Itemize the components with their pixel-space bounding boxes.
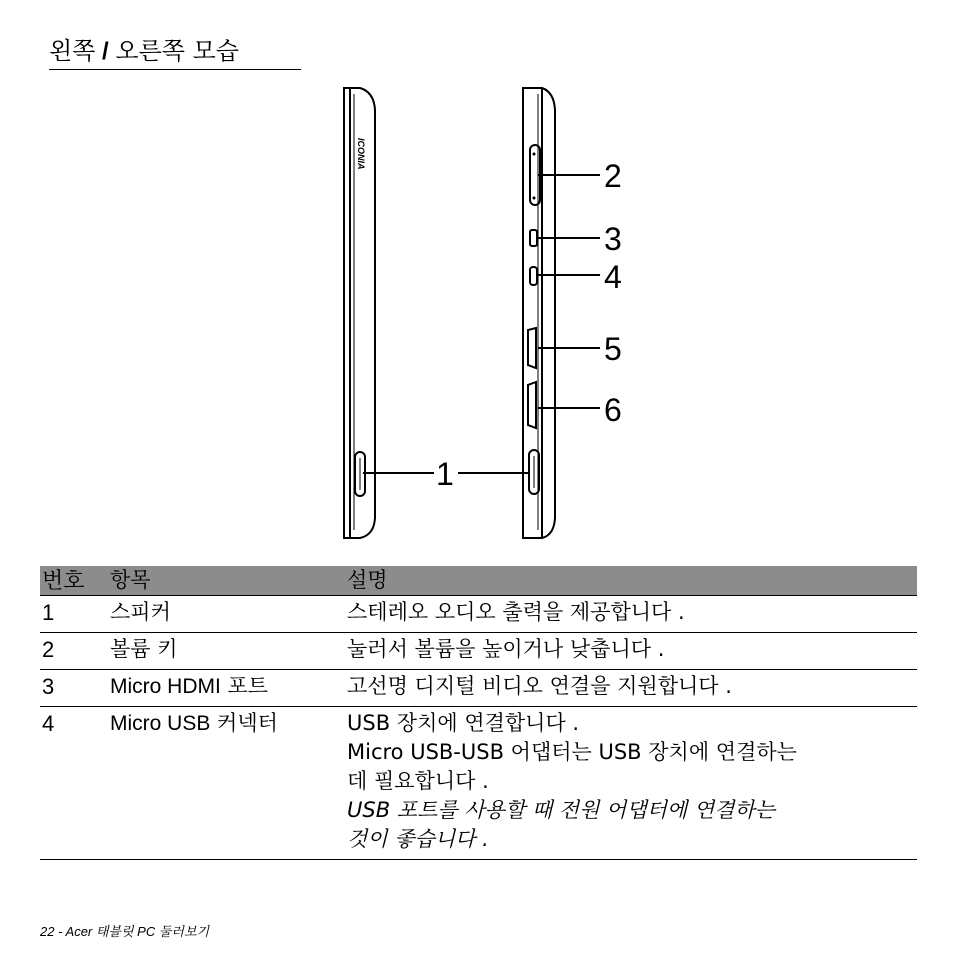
table-row — [40, 633, 917, 670]
row-desc: 눌러서 볼륨을 높이거나 낮춥니다 . — [345, 633, 917, 670]
footer-pc: PC — [137, 924, 156, 939]
slot6-icon — [528, 382, 536, 428]
table-header — [40, 566, 917, 596]
row-item: 볼륨 키 — [108, 633, 345, 670]
row-no: 1 — [40, 596, 108, 633]
note-line: USB 포트를 사용할 때 전원 어댑터에 연결하는 — [347, 798, 776, 822]
desc-line: Micro USB-USB 어댑터는 USB 장치에 연결하는 — [347, 740, 797, 764]
tablet-right-side — [523, 88, 555, 538]
footer-title-ko1: 태블릿 — [92, 924, 138, 939]
row-item-latin: Micro HDMI — [110, 675, 221, 698]
row-item-ko: 커넥터 — [210, 711, 278, 735]
row-item: 스피커 — [108, 596, 345, 633]
table-row — [40, 596, 917, 633]
slot5-icon — [528, 328, 536, 368]
row-desc — [345, 707, 917, 860]
header-item: 항목 — [108, 566, 345, 596]
section-title-slash: / — [95, 38, 116, 65]
footer-page: 22 - Acer — [40, 924, 93, 939]
row-no: 2 — [40, 633, 108, 670]
row-desc: 스테레오 오디오 출력을 제공합니다 . — [345, 596, 917, 633]
section-title-part2: 오른쪽 모습 — [115, 37, 239, 65]
row-item — [108, 670, 345, 707]
note-line: 것이 좋습니다 . — [347, 827, 489, 851]
footer-title-ko2: 둘러보기 — [155, 924, 210, 939]
callout-2: 2 — [604, 158, 622, 194]
callout-1: 1 — [436, 456, 454, 492]
desc-line: 데 필요합니다 . — [347, 769, 489, 793]
row-item-ko: 포트 — [220, 674, 269, 698]
row-no: 3 — [40, 670, 108, 707]
desc-line: USB 장치에 연결합니다 . — [347, 711, 580, 735]
spec-table — [40, 566, 917, 860]
tablet-side-illustration — [330, 80, 650, 545]
usb-port-icon — [530, 267, 537, 285]
section-title-part1: 왼쪽 — [49, 37, 96, 65]
callout-lines — [363, 175, 600, 473]
row-item-latin: Micro USB — [110, 712, 211, 735]
row-item — [108, 707, 345, 860]
callout-5: 5 — [604, 331, 622, 367]
iconia-logo: ICONIA — [356, 138, 366, 170]
header-desc: 설명 — [345, 566, 917, 596]
callout-3: 3 — [604, 221, 622, 257]
hdmi-port-icon — [530, 230, 537, 246]
row-desc: 고선명 디지털 비디오 연결을 지원합니다 . — [345, 670, 917, 707]
page-footer — [40, 921, 209, 940]
table-row — [40, 670, 917, 707]
row-no: 4 — [40, 707, 108, 860]
header-no: 번호 — [40, 566, 108, 596]
callout-6: 6 — [604, 392, 622, 428]
table-row — [40, 707, 917, 860]
section-title — [49, 36, 301, 70]
callout-4: 4 — [604, 259, 622, 295]
